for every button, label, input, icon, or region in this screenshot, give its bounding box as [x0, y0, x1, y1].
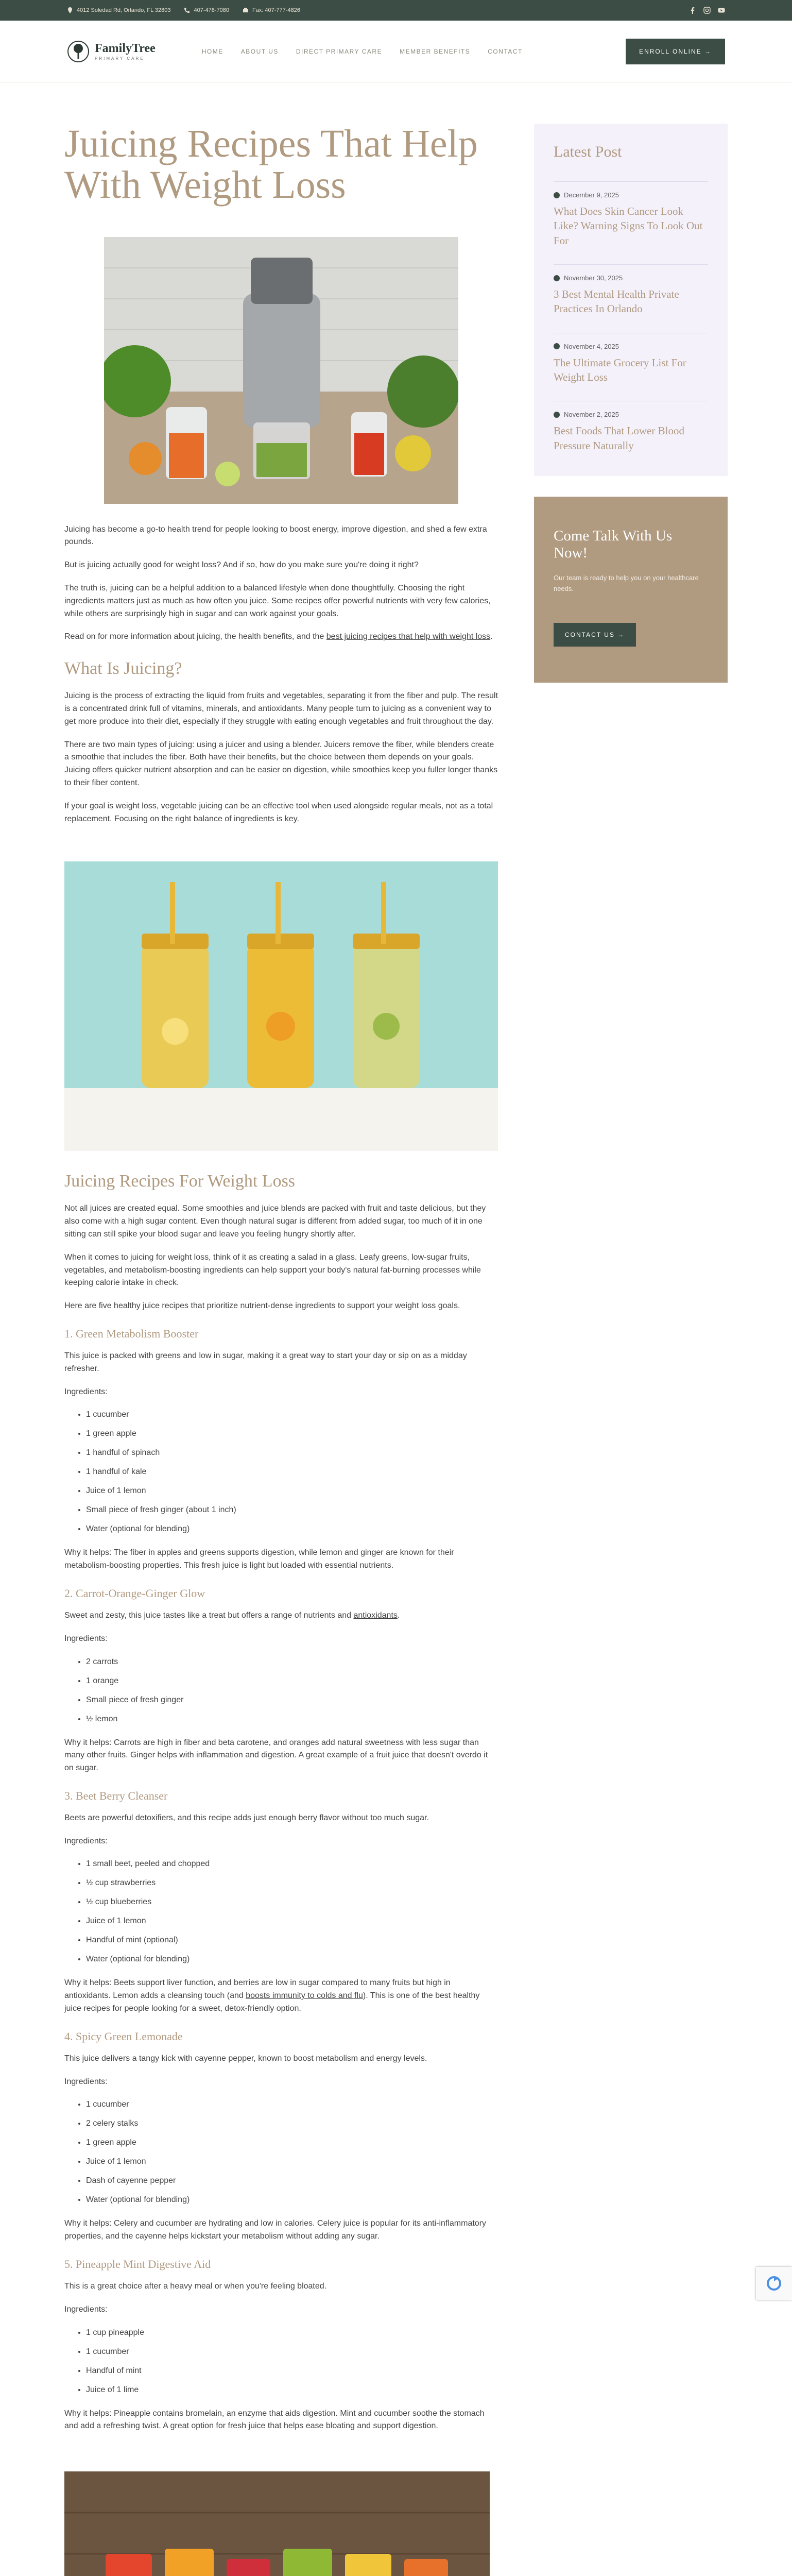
topbar-social: [689, 7, 725, 14]
juice-jars-image: [64, 861, 498, 1151]
heading-what-is-juicing: What Is Juicing?: [64, 659, 182, 679]
hero-image: [104, 237, 458, 504]
antioxidants-link[interactable]: antioxidants: [353, 1611, 398, 1620]
latest-post-item[interactable]: [554, 401, 708, 453]
recipe-3-ingredients-label: Ingredients:: [64, 1836, 108, 1845]
recipes-paragraph-2: When it comes to juicing for weight loss, think of it as creating a salad in a glass. Leafy greens, low-sugar fruits, vegetables, and metabolism-boosting ingredients can help support your body's natural fat-burning processes while keeping calorie intake in check.: [64, 1252, 481, 1287]
post-title-link[interactable]: Best Foods That Lower Blood Pressure Naturally: [554, 425, 684, 452]
main-nav: [202, 48, 523, 55]
recipe-2-ingredients-label: Ingredients:: [64, 1634, 108, 1643]
post-title-link[interactable]: 3 Best Mental Health Private Practices In Orlando: [554, 288, 679, 315]
article-title: Juicing Recipes That Help With Weight Loss: [64, 122, 478, 207]
recipe-2-title: 2. Carrot-Orange-Ginger Glow: [64, 1586, 205, 1600]
post-date: [554, 191, 708, 199]
calendar-icon: [554, 275, 560, 281]
list-item: • Small piece of fresh ginger (about 1 inch): [86, 1504, 498, 1516]
list-item: • Handful of mint: [86, 2365, 498, 2377]
list-item: • 1 green apple: [86, 2137, 498, 2149]
recipes-paragraph-1: Not all juices are created equal. Some smoothies and juice blends are packed with fruit and taste delicious, but they also come with a high sugar content. Even though natural sugar is different from added sugar, too much of it in one sitting can still spike your blood sugar and leave you feeling hungry shortly after.: [64, 1204, 486, 1239]
list-item: • Dash of cayenne pepper: [86, 2175, 498, 2187]
what-paragraph-3: If your goal is weight loss, vegetable juicing can be an effective tool when used alongside regular meals, not as a total replacement. Focusing on the right balance of ingredients is key.: [64, 801, 493, 823]
recipe-5-ingredients: [64, 2327, 498, 2396]
contact-us-button[interactable]: CONTACT US →: [554, 623, 636, 647]
nav-direct-primary-care[interactable]: DIRECT PRIMARY CARE: [296, 47, 383, 55]
nav-about-us[interactable]: ABOUT US: [240, 47, 279, 55]
recipe-4-ingredients: [64, 2098, 498, 2206]
sidebar: [534, 124, 728, 2576]
instagram-icon[interactable]: [703, 7, 711, 14]
latest-post-item[interactable]: [554, 181, 708, 248]
topbar-fax: [243, 7, 300, 13]
recipe-5-why: Why it helps: Pineapple contains bromelain, an enzyme that aids digestion. Mint and cucumber soothe the stomach and add a refreshing twist. A great option for fresh juice that helps ease bloating and support digestion.: [64, 2409, 485, 2431]
list-item: • 1 small beet, peeled and chopped: [86, 1858, 498, 1870]
intro-text-end: .: [490, 632, 493, 641]
list-item: • ½ cup strawberries: [86, 1877, 498, 1889]
recipe-4-why: Why it helps: Celery and cucumber are hydrating and low in calories. Celery juice is popular for its anti-inflammatory properties, and the cayenne helps kickstart your metabolism without adding any sugar.: [64, 2219, 487, 2241]
nav-contact[interactable]: CONTACT: [488, 47, 523, 55]
list-item: • Water (optional for blending): [86, 1523, 498, 1535]
intro-paragraph-1: Juicing has become a go-to health trend for people looking to boost energy, improve digestion, and shed a few extra pounds.: [64, 524, 487, 547]
post-date-text: November 2, 2025: [564, 411, 619, 419]
recipe-4-intro: This juice delivers a tangy kick with cayenne pepper, known to boost metabolism and energy levels.: [64, 2054, 427, 2063]
cta-text: Our team is ready to help you on your healthcare needs.: [554, 574, 699, 592]
recipe-1-ingredients-label: Ingredients:: [64, 1387, 108, 1396]
topbar-address[interactable]: [67, 7, 170, 13]
list-item: • Juice of 1 lemon: [86, 2156, 498, 2168]
heading-recipes: Juicing Recipes For Weight Loss: [64, 1172, 296, 1191]
cta-title: Come Talk With Us Now!: [554, 528, 673, 562]
recaptcha-badge[interactable]: [756, 2267, 792, 2300]
recipe-4-ingredients-label: Ingredients:: [64, 2077, 108, 2086]
recipe-3-intro: Beets are powerful detoxifiers, and this recipe adds just enough berry flavor without too much sugar.: [64, 1813, 429, 1822]
youtube-icon[interactable]: [718, 7, 725, 14]
intro-paragraph-2: But is juicing actually good for weight loss? And if so, how do you make sure you're doing it right?: [64, 561, 419, 570]
list-item: • Juice of 1 lemon: [86, 1915, 498, 1927]
list-item: • 1 handful of spinach: [86, 1447, 498, 1459]
post-date-text: November 30, 2025: [564, 274, 623, 282]
topbar-phone[interactable]: [184, 7, 229, 13]
post-date: [554, 343, 708, 350]
intro-paragraph-4: [64, 631, 498, 643]
recaptcha-icon: [766, 2275, 782, 2292]
content-area: [0, 124, 792, 2576]
recipe-5-ingredients-label: Ingredients:: [64, 2304, 108, 2314]
list-item: • Juice of 1 lime: [86, 2384, 498, 2396]
topbar-phone-text: 407-478-7080: [194, 7, 229, 13]
recipe-1-ingredients: [64, 1409, 498, 1535]
list-item: • ½ cup blueberries: [86, 1896, 498, 1908]
list-item: • 1 cucumber: [86, 1409, 498, 1421]
recipe-3-why-text: Why it helps: Beets support liver function, and berries are low in sugar compared to many fruits but high in antioxidants. Lemon adds a cleansing touch (and: [64, 1978, 451, 2001]
site-logo[interactable]: [67, 40, 156, 63]
latest-post-heading: Latest Post: [554, 143, 622, 160]
latest-post-item[interactable]: [554, 264, 708, 316]
phone-icon: [184, 7, 190, 13]
enroll-online-button[interactable]: ENROLL ONLINE →: [626, 39, 725, 64]
article: [64, 124, 498, 2576]
juice-glasses-image: [64, 2471, 490, 2576]
list-item: • Juice of 1 lemon: [86, 1485, 498, 1497]
immunity-link[interactable]: boosts immunity to colds and flu: [246, 1991, 363, 2001]
topbar-fax-text: Fax: 407-777-4826: [252, 7, 300, 13]
what-paragraph-1: Juicing is the process of extracting the liquid from fruits and vegetables, separating it from the fiber and pulp. The result is a concentrated drink full of vitamins, minerals, and antioxidants. Many people turn to juicing as a convenient way to get more produce into their diet, especially if they struggle with eating enough vegetables and fruit throughout the day.: [64, 691, 498, 726]
post-date: [554, 411, 708, 418]
latest-post-item[interactable]: [554, 333, 708, 385]
list-item: • ½ lemon: [86, 1713, 498, 1725]
recipe-1-intro: This juice is packed with greens and low in sugar, making it a great way to start your day or sip on as a midday refresher.: [64, 1351, 467, 1373]
list-item: • Water (optional for blending): [86, 1953, 498, 1965]
recipe-4-title: 4. Spicy Green Lemonade: [64, 2029, 183, 2043]
recipe-2-why: Why it helps: Carrots are high in fiber and beta carotene, and oranges add natural sweetness with less sugar than many other fruits. Ginger helps with inflammation and digestion. A great example of a fruit juice that doesn't overdo it on sugar.: [64, 1738, 488, 1773]
calendar-icon: [554, 192, 560, 198]
list-item: • Water (optional for blending): [86, 2194, 498, 2206]
calendar-icon: [554, 343, 560, 349]
recipe-3-why: [64, 1977, 498, 2015]
calendar-icon: [554, 412, 560, 418]
map-pin-icon: [67, 7, 73, 13]
post-title-link[interactable]: What Does Skin Cancer Look Like? Warning Signs To Look Out For: [554, 205, 703, 247]
logo-name: FamilyTree: [95, 41, 156, 55]
fax-icon: [243, 7, 249, 13]
site-header: [0, 21, 792, 82]
recipe-3-why-end: ). This is one of the best healthy juice recipes for people looking for a sweet, detox-friendly option.: [64, 1991, 480, 2013]
top-bar: [0, 0, 792, 21]
recipe-1-title: 1. Green Metabolism Booster: [64, 1327, 199, 1340]
logo-subtitle: PRIMARY CARE: [95, 56, 145, 61]
list-item: • 1 orange: [86, 1675, 498, 1687]
recipe-5-intro: This is a great choice after a heavy meal or when you're feeling bloated.: [64, 2282, 327, 2291]
intro-paragraph-3: The truth is, juicing can be a helpful addition to a balanced lifestyle when done thoughtfully. Choosing the right ingredients matters just as much as how often you juice. Some recipes offer powerful nutrients with very few calories, while others are surprisingly high in sugar and can work against your goals.: [64, 583, 491, 618]
nav-member-benefits[interactable]: MEMBER BENEFITS: [400, 47, 471, 55]
list-item: • Handful of mint (optional): [86, 1934, 498, 1946]
nav-home[interactable]: HOME: [201, 47, 223, 55]
list-item: • 2 carrots: [86, 1656, 498, 1668]
post-date-text: December 9, 2025: [564, 191, 619, 199]
tree-logo-icon: [67, 40, 90, 63]
recipe-2-ingredients: [64, 1656, 498, 1725]
best-recipes-link[interactable]: best juicing recipes that help with weight loss: [326, 632, 491, 641]
latest-posts: [534, 124, 728, 476]
list-item: • Small piece of fresh ginger: [86, 1694, 498, 1706]
list-item: • 1 handful of kale: [86, 1466, 498, 1478]
recipe-2-intro-end: .: [397, 1611, 400, 1620]
post-date: [554, 274, 708, 282]
list-item: • 1 cup pineapple: [86, 2327, 498, 2339]
recipe-5-title: 5. Pineapple Mint Digestive Aid: [64, 2258, 211, 2271]
list-item: • 1 cucumber: [86, 2098, 498, 2111]
recipe-3-title: 3. Beet Berry Cleanser: [64, 1789, 168, 1802]
intro-text: Read on for more information about juicing, the health benefits, and the: [64, 632, 326, 641]
facebook-icon[interactable]: [689, 7, 696, 14]
post-title-link[interactable]: The Ultimate Grocery List For Weight Loss: [554, 356, 686, 384]
topbar-address-text: 4012 Soledad Rd, Orlando, FL 32803: [77, 7, 171, 13]
list-item: • 1 green apple: [86, 1428, 498, 1440]
recipe-2-intro: [64, 1609, 498, 1622]
list-item: • 2 celery stalks: [86, 2117, 498, 2130]
recipe-2-intro-text: Sweet and zesty, this juice tastes like a treat but offers a range of nutrients and: [64, 1611, 354, 1620]
what-paragraph-2: There are two main types of juicing: using a juicer and using a blender. Juicers remove the fiber, while blenders create a smoothie that includes the fiber. Both have their benefits, but the choice between them depends on your goals. Juicing offers quicker nutrient absorption and can be easier on digestion, while smoothies keep you fuller longer thanks to their fiber content.: [64, 740, 498, 787]
contact-cta: [534, 497, 728, 683]
list-item: • 1 cucumber: [86, 2346, 498, 2358]
recipe-1-why: Why it helps: The fiber in apples and greens supports digestion, while lemon and ginger are known for their metabolism-boosting properties. This fresh juice is light but loaded with essential nutrients.: [64, 1548, 454, 1570]
recipe-3-ingredients: [64, 1858, 498, 1965]
recipes-paragraph-3: Here are five healthy juice recipes that prioritize nutrient-dense ingredients to support your weight loss goals.: [64, 1301, 460, 1311]
post-date-text: November 4, 2025: [564, 342, 619, 350]
